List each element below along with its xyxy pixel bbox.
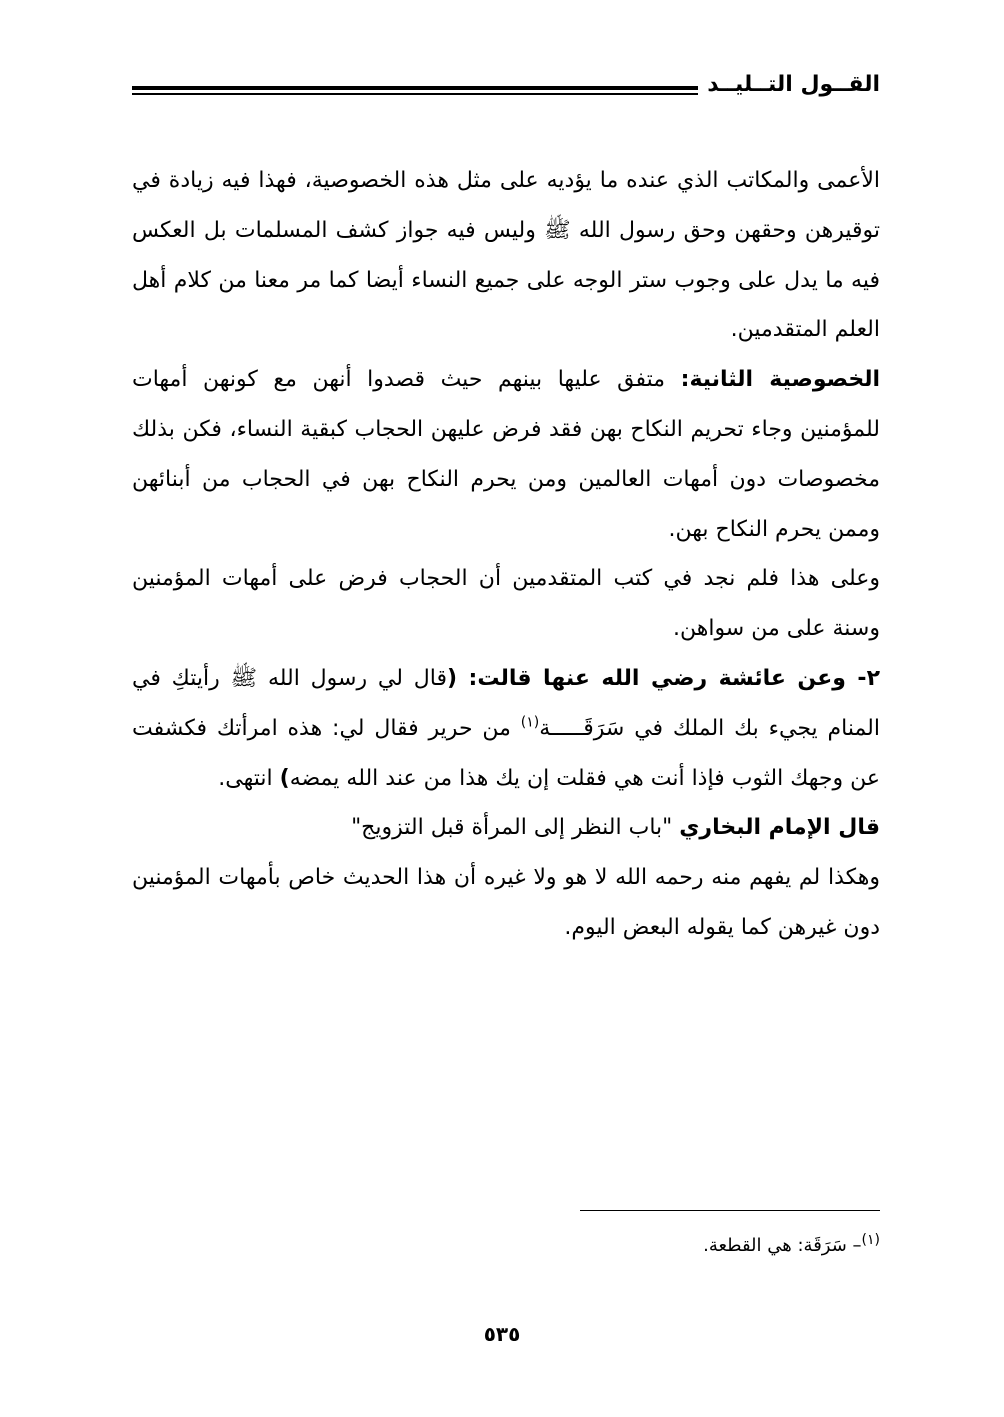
text-segment: انتهى.: [218, 765, 280, 791]
page-header: [132, 70, 880, 110]
bold-text: ): [279, 765, 290, 791]
text-segment: الأعمى والمكاتب الذي عنده ما يؤديه على مثل هذه الخصوصية، فهذا فيه زيادة في توقيرهن وحقهن وحق رسول الله ﷺ وليس فيه جواز كشف المسلمات بل العكس فيه ما يدل على وجوب ستر الوجه على جميع النساء أيضا كما مر معنا من كلام أهل العلم المتقدمين.: [132, 168, 880, 343]
text-segment: وعلى هذا فلم نجد في كتب المتقدمين أن الحجاب فرض على أمهات المؤمنين وسنة على من سواهن.: [132, 566, 880, 642]
text-segment: قال لي رسول الله ﷺ رأيتكِ في المنام يجيء بك الملك في سَرَقَـــــة: [132, 665, 880, 741]
footnote-rule: [580, 1210, 880, 1211]
bold-text: ٢- وعن عائشة رضي الله عنها قالت: (: [447, 665, 880, 691]
text-segment: متفق عليها بينهم حيث قصدوا أنهن مع كونهن أمهات للمؤمنين وجاء تحريم النكاح بهن فقد فرض عليهن الحجاب كبقية النساء، فكن بذلك مخصوصات دون أمهات العالمين ومن يحرم النكاح بهن في الحجاب من أبنائهن وممن يحرم النكاح بهن.: [132, 367, 880, 542]
footnote: [132, 1232, 880, 1260]
paragraph: [132, 853, 880, 953]
bold-text: الخصوصية الثانية:: [680, 367, 880, 393]
paragraph: [132, 355, 880, 554]
text-segment: من حرير فقال لي: هذه امرأتك فكشفت عن وجهك الثوب فإذا أنت هي فقلت إن يك هذا من عند الله يمضه: [132, 715, 880, 791]
paragraph: [132, 156, 880, 355]
header-title: القــول التــليــد: [707, 72, 880, 97]
text-segment: وهكذا لم يفهم منه رحمه الله لا هو ولا غيره أن هذا الحديث خاص بأمهات المؤمنين دون غيرهن كما يقوله البعض اليوم.: [132, 865, 880, 940]
paragraph: [132, 654, 880, 803]
body-text: [132, 156, 880, 953]
text-segment: "باب النظر إلى المرأة قبل التزويج": [351, 815, 680, 841]
paragraph: [132, 554, 880, 654]
header-rule: [132, 86, 698, 90]
bold-text: قال الإمام البخاري: [679, 815, 880, 841]
footnote-marker: (١): [861, 1232, 880, 1248]
page-number: ٥٣٥: [483, 1322, 521, 1346]
footnote-text: – سَرَقَة: هي القطعة.: [703, 1235, 862, 1256]
footnote-reference: (١): [520, 714, 540, 731]
paragraph: [132, 803, 880, 853]
